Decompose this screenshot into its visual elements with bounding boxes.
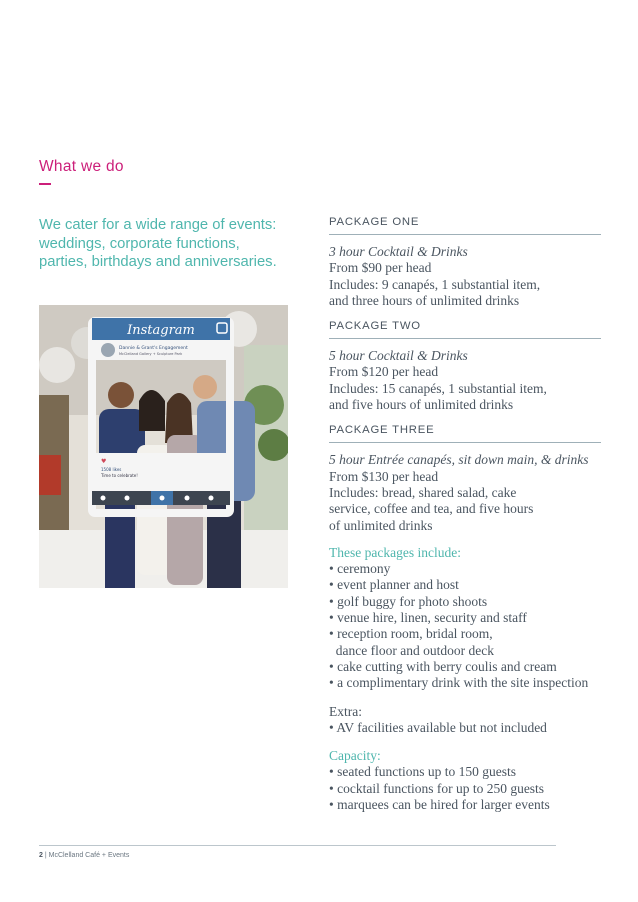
list-item: • venue hire, linen, security and staff	[329, 610, 527, 626]
includes-title: These packages include:	[329, 544, 461, 560]
list-item: dance floor and outdoor deck	[329, 642, 494, 658]
package-includes: service, coffee and tea, and five hours	[329, 501, 534, 517]
packages-column	[329, 216, 601, 813]
list-item: • cocktail functions for up to 250 guests	[329, 780, 545, 796]
footer-divider	[39, 845, 556, 846]
list-item: • cake cutting with berry coulis and cream	[329, 658, 557, 674]
package-includes: and five hours of unlimited drinks	[329, 397, 514, 413]
capacity-title: Capacity:	[329, 748, 381, 764]
event-photo	[39, 305, 288, 588]
likes-text: 1508 likes	[101, 467, 122, 472]
list-item: • event planner and host	[329, 577, 459, 593]
list-item: • ceremony	[329, 561, 391, 577]
list-item: • golf buggy for photo shoots	[329, 593, 488, 609]
package-label: PACKAGE THREE	[329, 424, 601, 443]
intro-text: We cater for a wide range of events: weddings, corporate functions, parties, birthdays and anniversaries.	[39, 217, 277, 270]
caption-text: Time to celebrate!	[101, 473, 138, 478]
section-heading: What we do	[39, 158, 124, 175]
list-item: • reception room, bridal room,	[329, 626, 493, 642]
list-item: • marquees can be hired for larger events	[329, 797, 550, 813]
post-location-text: McClelland Gallery + Sculpture Park	[119, 352, 183, 356]
includes-list	[329, 561, 601, 691]
package-includes: Includes: bread, shared salad, cake	[329, 484, 517, 500]
svg-text:♥: ♥	[101, 458, 107, 465]
package-two	[329, 320, 601, 413]
list-item: • seated functions up to 150 guests	[329, 764, 516, 780]
package-includes: of unlimited drinks	[329, 517, 433, 533]
package-name: 5 hour Entrée canapés, sit down main, & drinks	[329, 452, 589, 468]
extra-list	[329, 720, 601, 736]
footer-text: | McClelland Café + Events	[42, 852, 130, 859]
page-number: 2	[39, 852, 43, 859]
list-item: • a complimentary drink with the site inspection	[329, 675, 589, 691]
capacity-list	[329, 764, 601, 813]
heading-underline	[39, 183, 51, 185]
frame-brand-text: Instagram	[127, 323, 195, 338]
package-price: From $120 per head	[329, 364, 439, 380]
package-label: PACKAGE ONE	[329, 216, 601, 235]
package-includes: Includes: 15 canapés, 1 substantial item,	[329, 380, 547, 396]
package-price: From $130 per head	[329, 468, 439, 484]
package-name: 5 hour Cocktail & Drinks	[329, 348, 468, 364]
package-one	[329, 216, 601, 309]
page-footer	[39, 852, 129, 859]
extra-title: Extra:	[329, 703, 362, 719]
post-title-text: Dannie & Grant's Engagement	[119, 346, 188, 351]
package-includes: and three hours of unlimited drinks	[329, 292, 520, 308]
package-name: 3 hour Cocktail & Drinks	[329, 244, 468, 259]
package-price: From $90 per head	[329, 260, 432, 276]
package-includes: Includes: 9 canapés, 1 substantial item,	[329, 276, 541, 292]
list-item: • AV facilities available but not included	[329, 719, 547, 735]
package-label: PACKAGE TWO	[329, 320, 601, 339]
package-three	[329, 424, 601, 533]
